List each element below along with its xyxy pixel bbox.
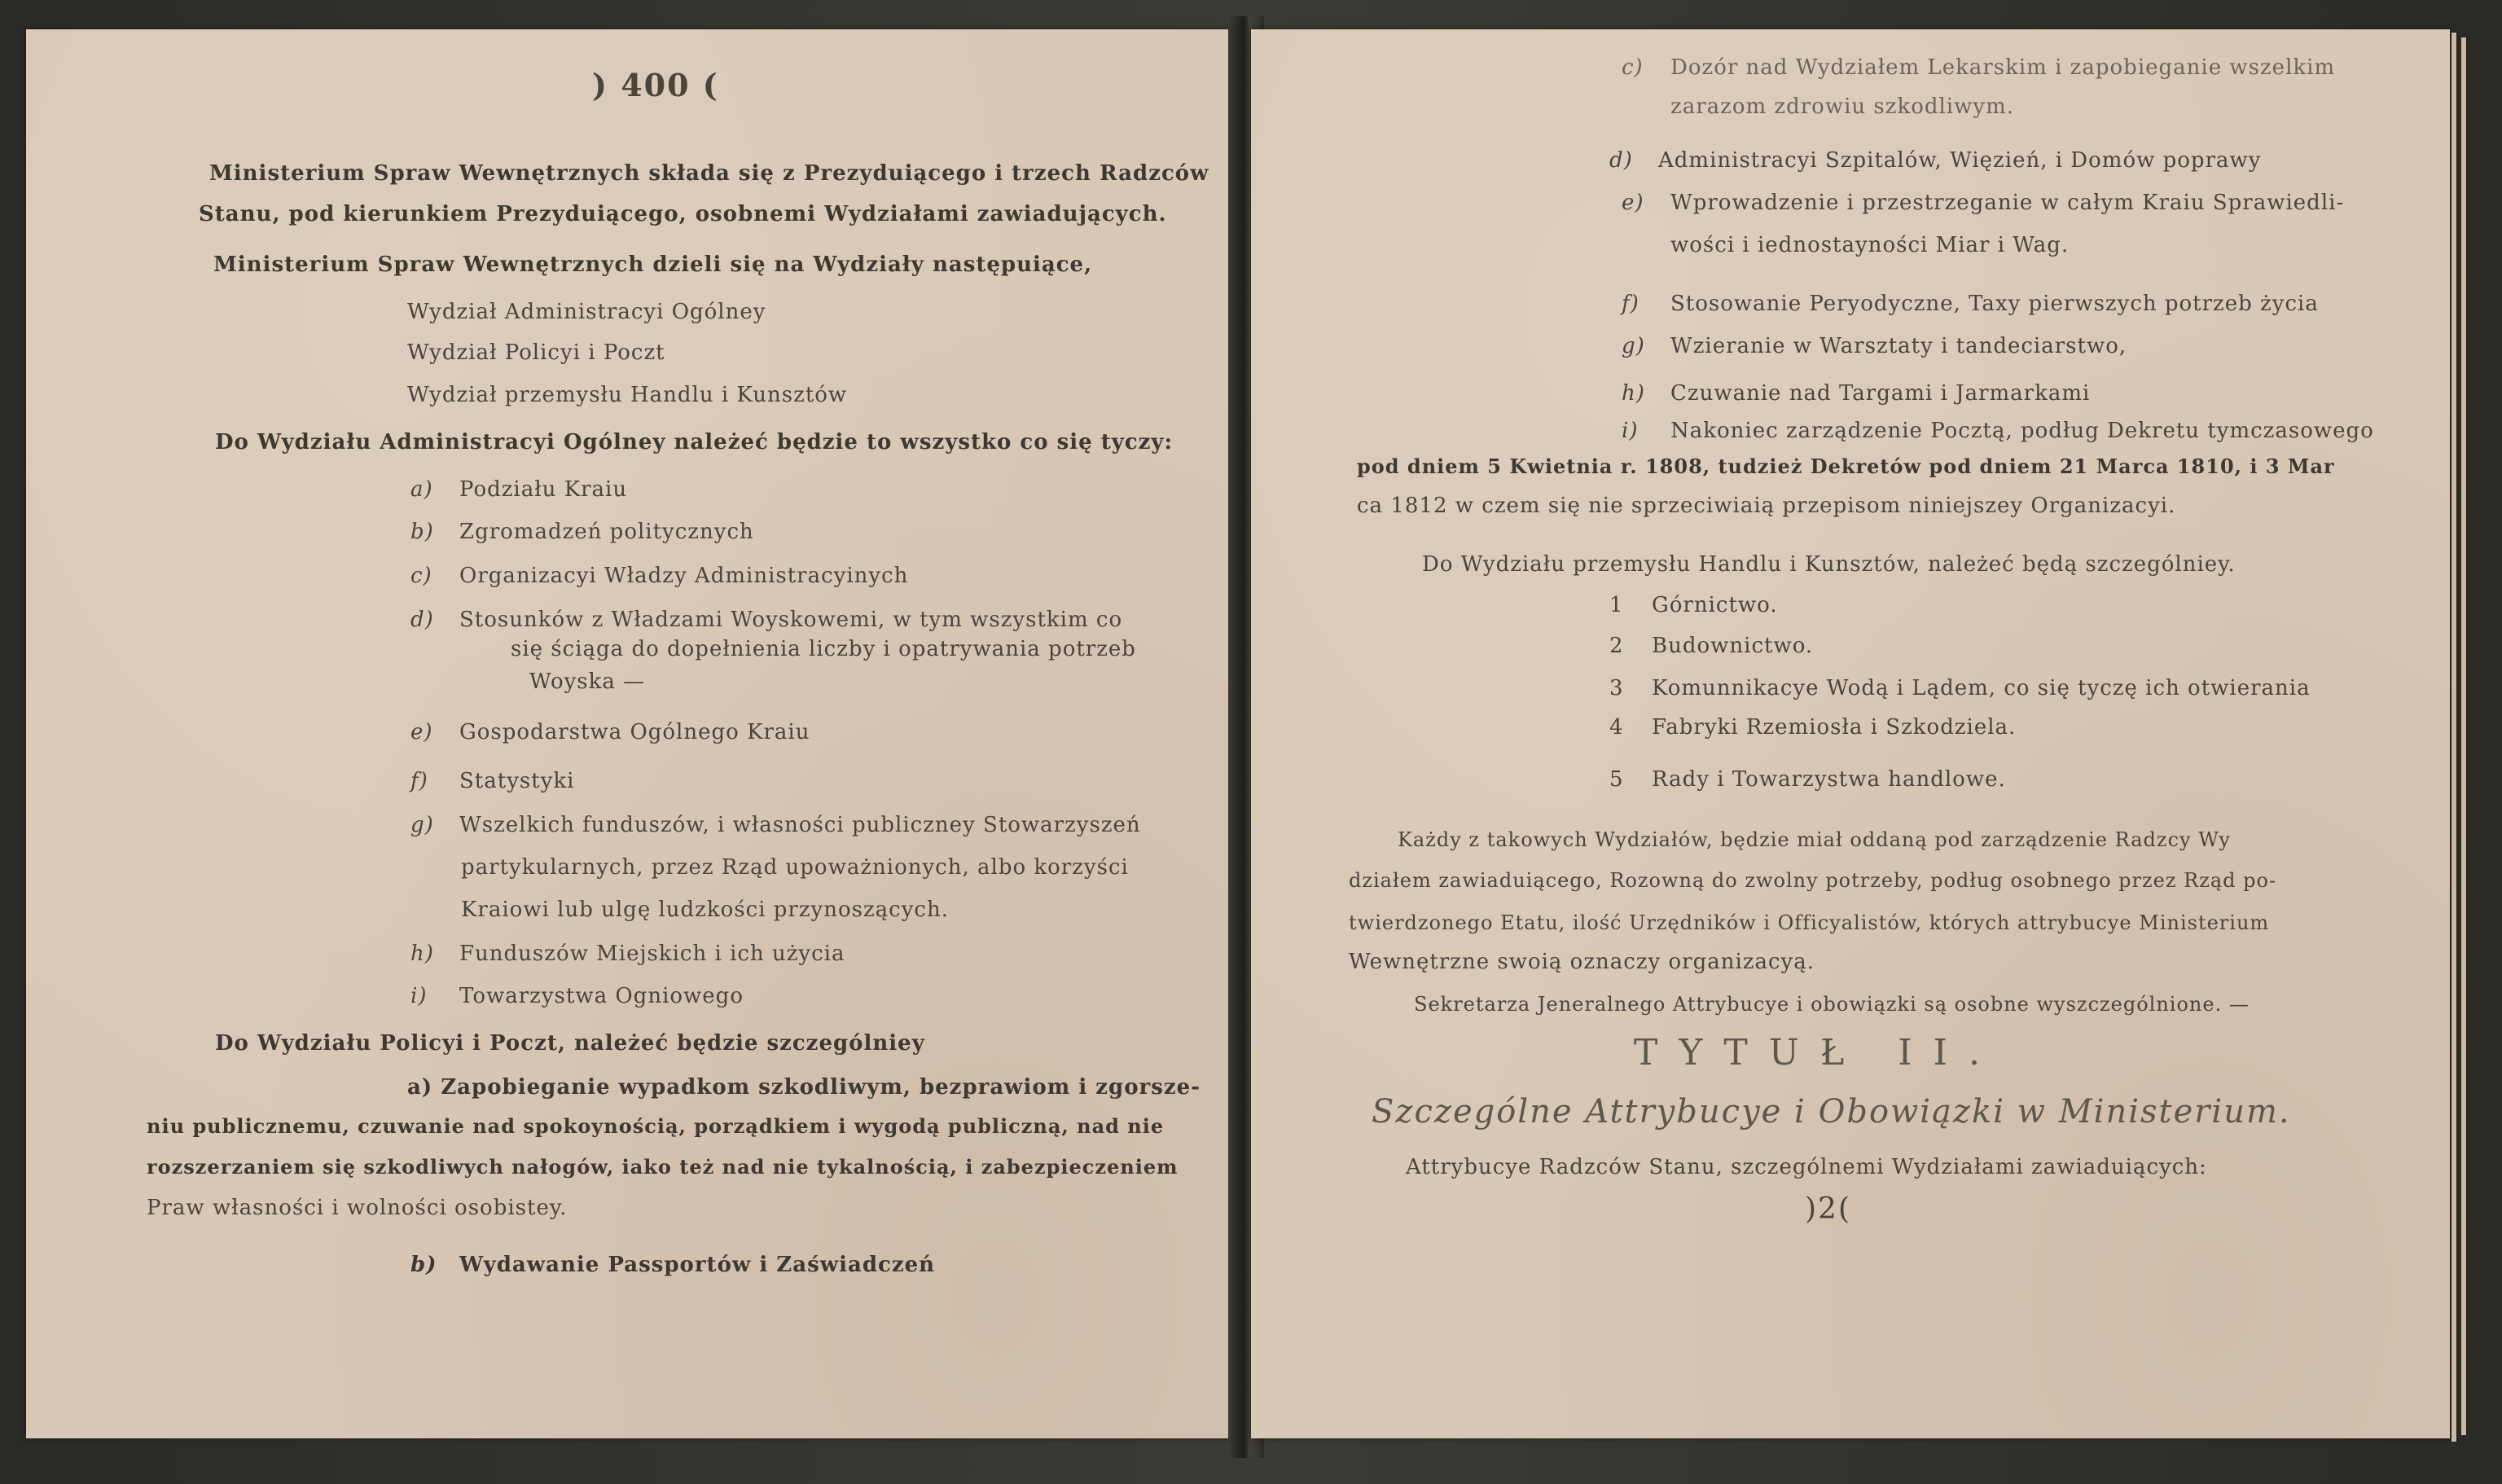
numbered-item: 3 Komunnikacye Wodą i Lądem, co się tyczę ich otwierania xyxy=(1609,676,2311,700)
list-item-cont: Woyska — xyxy=(529,670,646,694)
list-item: h) Czuwanie nad Targami i Jarmarkami xyxy=(1622,381,2091,406)
list-item: c) Dozór nad Wydziałem Lekarskim i zapobieganie wszelkim xyxy=(1622,55,2336,80)
list-item: a) Podziału Kraiu xyxy=(410,477,628,502)
list-item: f) Statystyki xyxy=(410,769,575,793)
section-title: TYTUŁ II. xyxy=(1634,1032,2001,1073)
list-item-cont: Kraiowi lub ulgę ludzkości przynoszących. xyxy=(461,898,949,922)
right-page xyxy=(1251,29,2450,1438)
list-item: b) Zgromadzeń politycznych xyxy=(410,520,754,544)
numbered-item: 1 Górnictwo. xyxy=(1609,593,1778,617)
section-heading: Do Wydziału przemysłu Handlu i Kunsztów, należeć będą szczególniey. xyxy=(1422,552,2236,577)
page-number: ) 400 ( xyxy=(592,67,719,103)
list-item-cont: się ściąga do dopełnienia liczby i opatrywania potrzeb xyxy=(511,637,1136,661)
page-edge xyxy=(2461,37,2466,1435)
paragraph-line: twierdzonego Etatu, ilość Urzędników i Officyalistów, których attrybucye Ministerium xyxy=(1349,911,2270,934)
signature-mark: )2( xyxy=(1805,1192,1851,1226)
list-item: i) Towarzystwa Ogniowego xyxy=(410,984,744,1008)
paragraph-line: Wewnętrzne swoią oznaczy organizacyą. xyxy=(1349,950,1815,974)
section-heading: Do Wydziału Policyi i Poczt, należeć będzie szczególniey xyxy=(215,1031,925,1056)
text-line: Stanu, pod kierunkiem Prezyduiącego, osobnemi Wydziałami zawiadujących. xyxy=(199,202,1167,226)
division-item: Wydział Administracyi Ogólney xyxy=(407,300,766,324)
paragraph-line: Sekretarza Jeneralnego Attrybucye i obowiązki są osobne wyszczególnione. — xyxy=(1414,993,2250,1016)
list-item-cont: partykularnych, przez Rząd upoważnionych, albo korzyści xyxy=(461,855,1129,880)
paragraph-line: Praw własności i wolności osobistey. xyxy=(147,1196,568,1220)
page-edge xyxy=(2452,33,2456,1442)
list-item: g) Wzieranie w Warsztaty i tandeciarstwo, xyxy=(1622,334,2127,358)
paragraph-line: rozszerzaniem się szkodliwych nałogów, iako też nad nie tykalnością, i zabezpieczeniem xyxy=(147,1155,1179,1179)
section-subtitle: Szczególne Attrybucye i Obowiązki w Ministerium. xyxy=(1372,1093,2291,1131)
left-page xyxy=(26,29,1240,1438)
text-line: Ministerium Spraw Wewnętrznych dzieli się na Wydziały następuiące, xyxy=(213,252,1093,277)
paragraph-line: pod dniem 5 Kwietnia r. 1808, tudzież Dekretów pod dniem 21 Marca 1810, i 3 Mar xyxy=(1357,454,2335,478)
list-item: e) Gospodarstwa Ogólnego Kraiu xyxy=(410,720,810,744)
section-heading: Do Wydziału Administracyi Ogólney należeć będzie to wszystko co się tyczy: xyxy=(215,430,1174,454)
list-item: f) Stosowanie Peryodyczne, Taxy pierwszych potrzeb życia xyxy=(1622,292,2319,316)
division-item: Wydział Policyi i Poczt xyxy=(407,340,665,365)
list-item: c) Organizacyi Władzy Administracyinych xyxy=(410,564,909,588)
list-item-cont: zarazom zdrowiu szkodliwym. xyxy=(1670,94,2014,119)
numbered-item: 2 Budownictwo. xyxy=(1609,634,1814,658)
paragraph-line: działem zawiaduiącego, Rozowną do zwolny potrzeby, podług osobnego przez Rząd po- xyxy=(1349,869,2277,892)
division-item: Wydział przemysłu Handlu i Kunsztów xyxy=(407,383,848,407)
list-item: g) Wszelkich funduszów, i własności publiczney Stowarzyszeń xyxy=(410,813,1141,837)
paragraph-line: ca 1812 w czem się nie sprzeciwiaią przepisom niniejszey Organizacyi. xyxy=(1357,494,2176,518)
list-item: h) Funduszów Miejskich i ich użycia xyxy=(410,942,845,966)
list-item: e) Wprowadzenie i przestrzeganie w całym Kraiu Sprawiedli- xyxy=(1622,191,2345,215)
list-item: b) Wydawanie Passportów i Zaświadczeń xyxy=(410,1253,936,1277)
paragraph-line: Każdy z takowych Wydziałów, będzie miał oddaną pod zarządzenie Radzcy Wy xyxy=(1398,828,2231,851)
list-item: d) Stosunków z Władzami Woyskowemi, w tym wszystkim co xyxy=(410,608,1123,632)
text-line: Ministerium Spraw Wewnętrznych składa się z Prezyduiącego i trzech Radzców xyxy=(209,161,1209,186)
list-item: d) Administracyi Szpitalów, Więzień, i Domów poprawy xyxy=(1609,148,2262,173)
list-item: i) Nakoniec zarządzenie Pocztą, podług Dekretu tymczasowego xyxy=(1622,419,2374,443)
paragraph-line: niu publicznemu, czuwanie nad spokoynością, porządkiem i wygodą publiczną, nad nie xyxy=(147,1114,1165,1138)
paragraph-line: a) Zapobieganie wypadkom szkodliwym, bezprawiom i zgorsze- xyxy=(407,1075,1201,1100)
numbered-item: 4 Fabryki Rzemiosła i Szkodziela. xyxy=(1609,715,2017,740)
numbered-item: 5 Rady i Towarzystwa handlowe. xyxy=(1609,767,2006,792)
intro-line: Attrybucye Radzców Stanu, szczególnemi Wydziałami zawiaduiących: xyxy=(1406,1155,2207,1179)
list-item-cont: wości i iednostayności Miar i Wag. xyxy=(1670,233,2070,257)
